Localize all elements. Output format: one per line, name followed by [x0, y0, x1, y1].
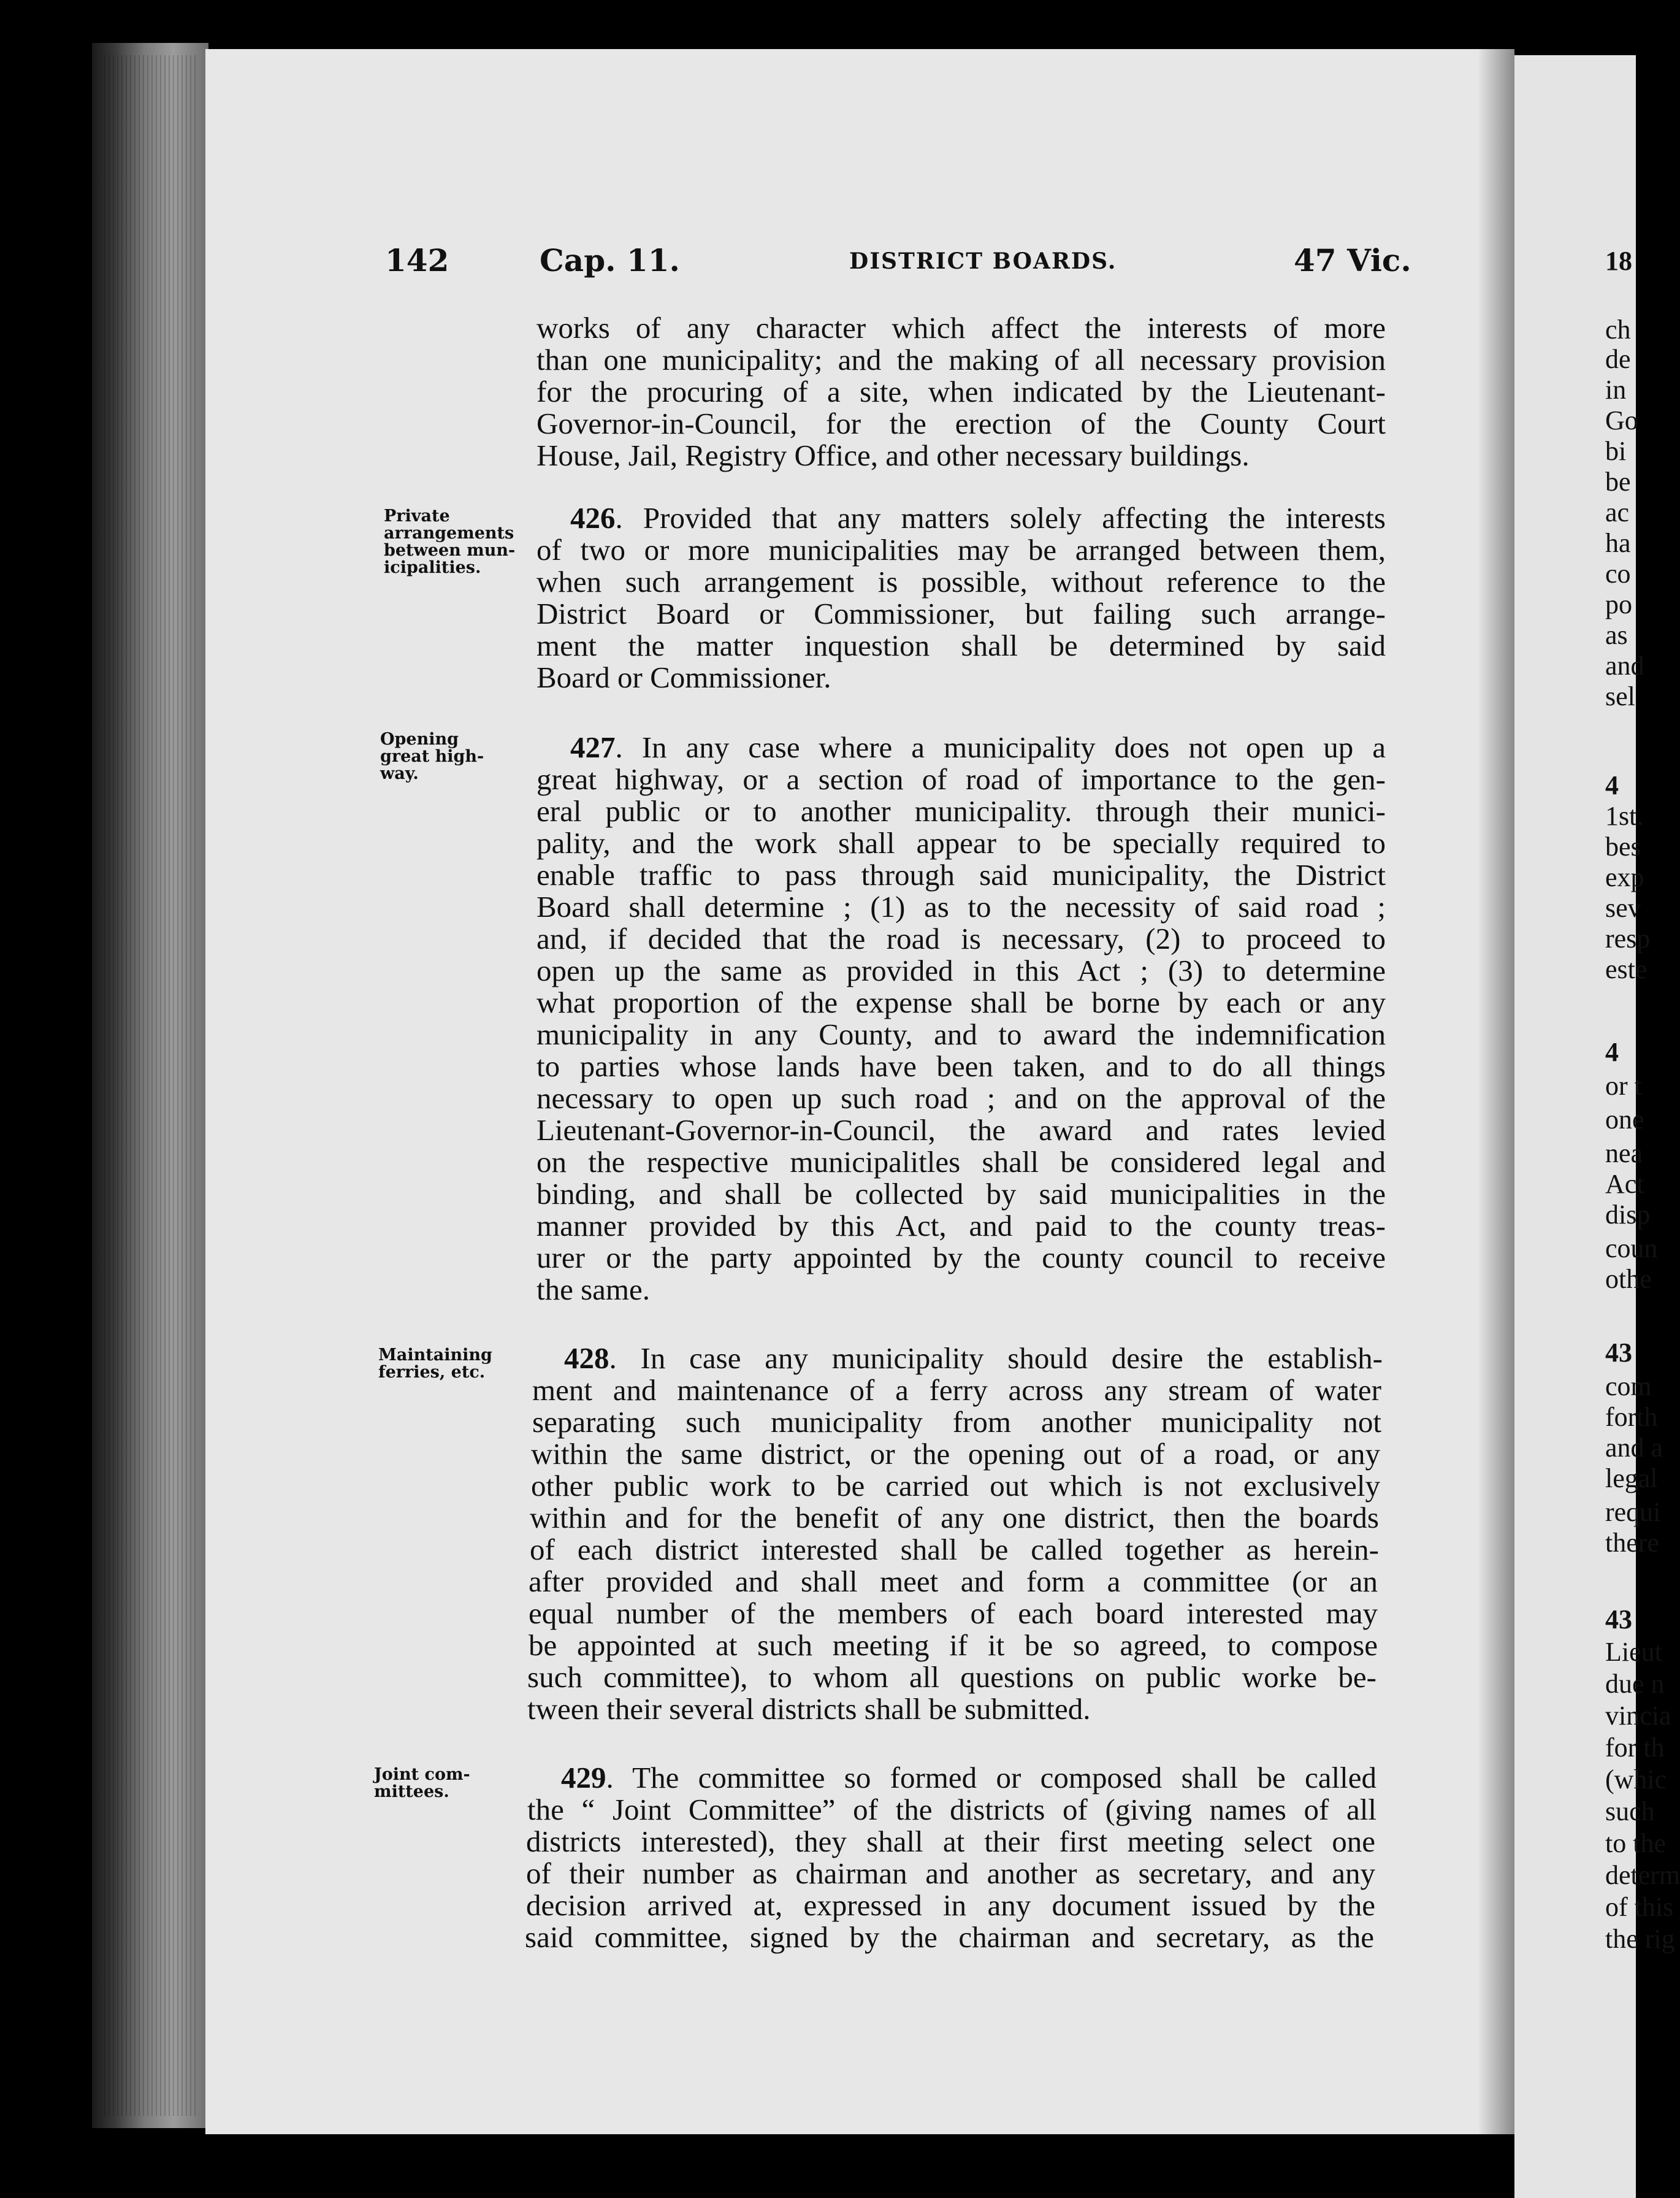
marginal-line: icipalities. — [384, 558, 481, 577]
text-line: open up the same as provided in this Act ; (3) to determine — [536, 954, 1386, 987]
text-line: such committee), to whom all questions on public worke be- — [527, 1660, 1376, 1694]
text-line: tween their several districts shall be submitted. — [527, 1692, 1091, 1726]
text-line: on the respective municipalitles shall be considered legal and — [536, 1145, 1386, 1179]
text-line: and, if decided that the road is necessary, (2) to proceed to — [536, 922, 1386, 955]
text-line: pality, and the work shall appear to be specially required to — [536, 826, 1386, 860]
marginal-line: way. — [380, 764, 419, 783]
text-line: the “ Joint Committee” of the districts of (giving names of all — [527, 1793, 1376, 1826]
section-number: 426 — [570, 501, 616, 535]
text-line: Lieutenant-Governor-in-Council, the award and rates levied — [536, 1113, 1386, 1147]
facing-fragment: bi — [1605, 436, 1627, 466]
marginal-line: arrangements — [384, 524, 514, 543]
marginal-note — [378, 1347, 519, 1381]
facing-fragment: (whic — [1605, 1764, 1667, 1794]
marginal-line: ferries, etc. — [378, 1363, 486, 1382]
text-line: equal number of the members of each board interested may — [529, 1596, 1378, 1630]
facing-fragment: determ — [1605, 1860, 1680, 1890]
text-line: necessary to open up such road ; and on the approval of the — [536, 1081, 1386, 1115]
facing-fragment: or t — [1605, 1071, 1642, 1101]
facing-fragment: 4 — [1605, 1037, 1619, 1067]
chapter-label: Cap. 11. — [540, 242, 680, 278]
facing-fragment: 43 — [1605, 1604, 1632, 1634]
text-line: within and for the benefit of any one district, then the boards — [530, 1501, 1379, 1534]
text-line: great highway, or a section of road of importance to the gen- — [536, 762, 1386, 796]
section-first-line: 428. In case any municipality should desire the establish- — [564, 1341, 1383, 1375]
facing-fragment: po — [1605, 589, 1632, 619]
facing-fragment: as — [1605, 620, 1628, 650]
facing-fragment: com — [1605, 1371, 1652, 1401]
facing-fragment: one — [1605, 1105, 1644, 1135]
facing-fragment: disp — [1605, 1200, 1651, 1230]
facing-fragment: exp — [1605, 862, 1644, 892]
facing-fragment: of this — [1605, 1892, 1674, 1922]
section-number: 429 — [561, 1761, 606, 1794]
facing-fragment: 43 — [1605, 1338, 1632, 1368]
marginal-note — [384, 508, 525, 576]
facing-fragment: the rig — [1605, 1924, 1675, 1954]
marginal-line: Maintaining — [378, 1346, 492, 1365]
text-line: House, Jail, Registry Office, and other necessary buildings. — [536, 438, 1250, 472]
text-line: ment the matter inquestion shall be determined by said — [536, 629, 1386, 662]
text-line: enable traffic to pass through said municipality, the District — [536, 858, 1386, 892]
text-line: binding, and shall be collected by said municipalities in the — [536, 1177, 1386, 1211]
text-line: be appointed at such meeting if it be so agreed, to compose — [529, 1628, 1378, 1662]
marginal-note — [374, 1766, 515, 1801]
facing-fragment: and a — [1605, 1433, 1663, 1463]
text-line: works of any character which affect the interests of more — [536, 311, 1386, 345]
text-line: said committee, signed by the chairman and secretary, as the — [525, 1920, 1374, 1954]
facing-fragment: be — [1605, 467, 1631, 497]
facing-fragment: bes — [1605, 832, 1641, 862]
facing-fragment: for th — [1605, 1733, 1665, 1763]
facing-fragment: such — [1605, 1796, 1655, 1826]
facing-fragment: 18 — [1605, 246, 1632, 276]
facing-fragment: due n — [1605, 1669, 1665, 1699]
facing-fragment: ch — [1605, 315, 1631, 345]
facing-fragment: ha — [1605, 528, 1631, 558]
page-number: 142 — [385, 242, 449, 278]
facing-fragment: sel — [1605, 681, 1635, 711]
text-line: for the procuring of a site, when indicated by the Lieutenant- — [536, 375, 1386, 408]
running-title: DISTRICT BOARDS. — [849, 248, 1117, 274]
facing-fragment: there — [1605, 1528, 1659, 1558]
regnal-year: 47 Vic. — [1294, 242, 1411, 278]
facing-fragment: de — [1605, 344, 1631, 374]
text-line: ment and maintenance of a ferry across any stream of water — [532, 1373, 1381, 1407]
facing-fragment: forth — [1605, 1402, 1658, 1432]
facing-fragment: nea — [1605, 1138, 1643, 1168]
facing-fragment: sev — [1605, 893, 1641, 923]
section-first-line: 427. In any case where a municipality does not open up a — [570, 730, 1386, 764]
text-line: what proportion of the expense shall be borne by each or any — [536, 986, 1386, 1019]
facing-fragment: to the — [1605, 1828, 1666, 1858]
text-line: Board or Commissioner. — [536, 661, 831, 694]
text-line: when such arrangement is possible, without reference to the — [536, 565, 1386, 599]
facing-fragment: resp — [1605, 924, 1651, 954]
text-line: after provided and shall meet and form a committee (or an — [529, 1564, 1378, 1598]
text-line: the same. — [536, 1273, 651, 1306]
facing-fragment: legal — [1605, 1463, 1658, 1493]
facing-fragment: and — [1605, 651, 1644, 681]
text-line: Governor-in-Council, for the erection of the County Court — [536, 407, 1386, 440]
facing-fragment: 1st. — [1605, 801, 1644, 831]
facing-fragment: co — [1605, 559, 1631, 589]
text-line: eral public or to another municipality. through their munici- — [536, 794, 1386, 828]
marginal-line: mittees. — [374, 1782, 449, 1801]
text-line: within the same district, or the opening out of a road, or any — [531, 1437, 1380, 1471]
facing-fragment: othe — [1605, 1264, 1652, 1294]
marginal-note — [380, 731, 521, 783]
text-line: to parties whose lands have been taken, and to do all things — [536, 1049, 1386, 1083]
facing-fragment: Act — [1605, 1169, 1644, 1199]
text-line: urer or the party appointed by the county council to receive — [536, 1241, 1386, 1274]
marginal-line: between mun- — [384, 541, 516, 560]
marginal-line: Opening — [380, 730, 459, 749]
facing-fragment: 4 — [1605, 770, 1619, 800]
text-line: of each district interested shall be called together as herein- — [530, 1533, 1379, 1566]
facing-fragment: vincia — [1605, 1701, 1671, 1731]
facing-fragment: requi — [1605, 1497, 1661, 1527]
text-line: Board shall determine ; (1) as to the necessity of said road ; — [536, 890, 1386, 924]
facing-fragment: ac — [1605, 497, 1630, 527]
text-line: District Board or Commissioner, but failing such arrange- — [536, 597, 1386, 630]
marginal-line: Private — [384, 507, 450, 526]
section-first-line: 426. Provided that any matters solely affecting the interests — [570, 501, 1386, 535]
marginal-line: great high- — [380, 747, 484, 766]
facing-fragment: in — [1605, 375, 1627, 405]
page-stack-lines — [104, 55, 196, 2116]
facing-fragment: este — [1605, 954, 1648, 984]
text-line: districts interested), they shall at their first meeting select one — [526, 1825, 1375, 1858]
text-line: of their number as chairman and another as secretary, and any — [526, 1856, 1375, 1890]
text-line: of two or more municipalities may be arranged between them, — [536, 533, 1386, 567]
text-line: municipality in any County, and to award the indemnification — [536, 1017, 1386, 1051]
facing-fragment: Go — [1605, 405, 1638, 435]
facing-fragment: coun — [1605, 1233, 1658, 1263]
marginal-line: Joint com- — [374, 1765, 470, 1784]
text-line: other public work to be carried out which is not exclusively — [531, 1469, 1380, 1503]
section-first-line: 429. The committee so formed or composed shall be called — [561, 1761, 1376, 1794]
page-gutter-shadow — [1478, 49, 1514, 2134]
text-line: manner provided by this Act, and paid to the county treas- — [536, 1209, 1386, 1243]
section-number: 428 — [564, 1341, 609, 1375]
text-line: than one municipality; and the making of all necessary provision — [536, 343, 1386, 377]
section-number: 427 — [570, 730, 616, 764]
facing-fragment: Lieut — [1605, 1637, 1662, 1667]
text-line: separating such municipality from another municipality not — [532, 1405, 1381, 1439]
text-line: decision arrived at, expressed in any document issued by the — [526, 1888, 1375, 1922]
